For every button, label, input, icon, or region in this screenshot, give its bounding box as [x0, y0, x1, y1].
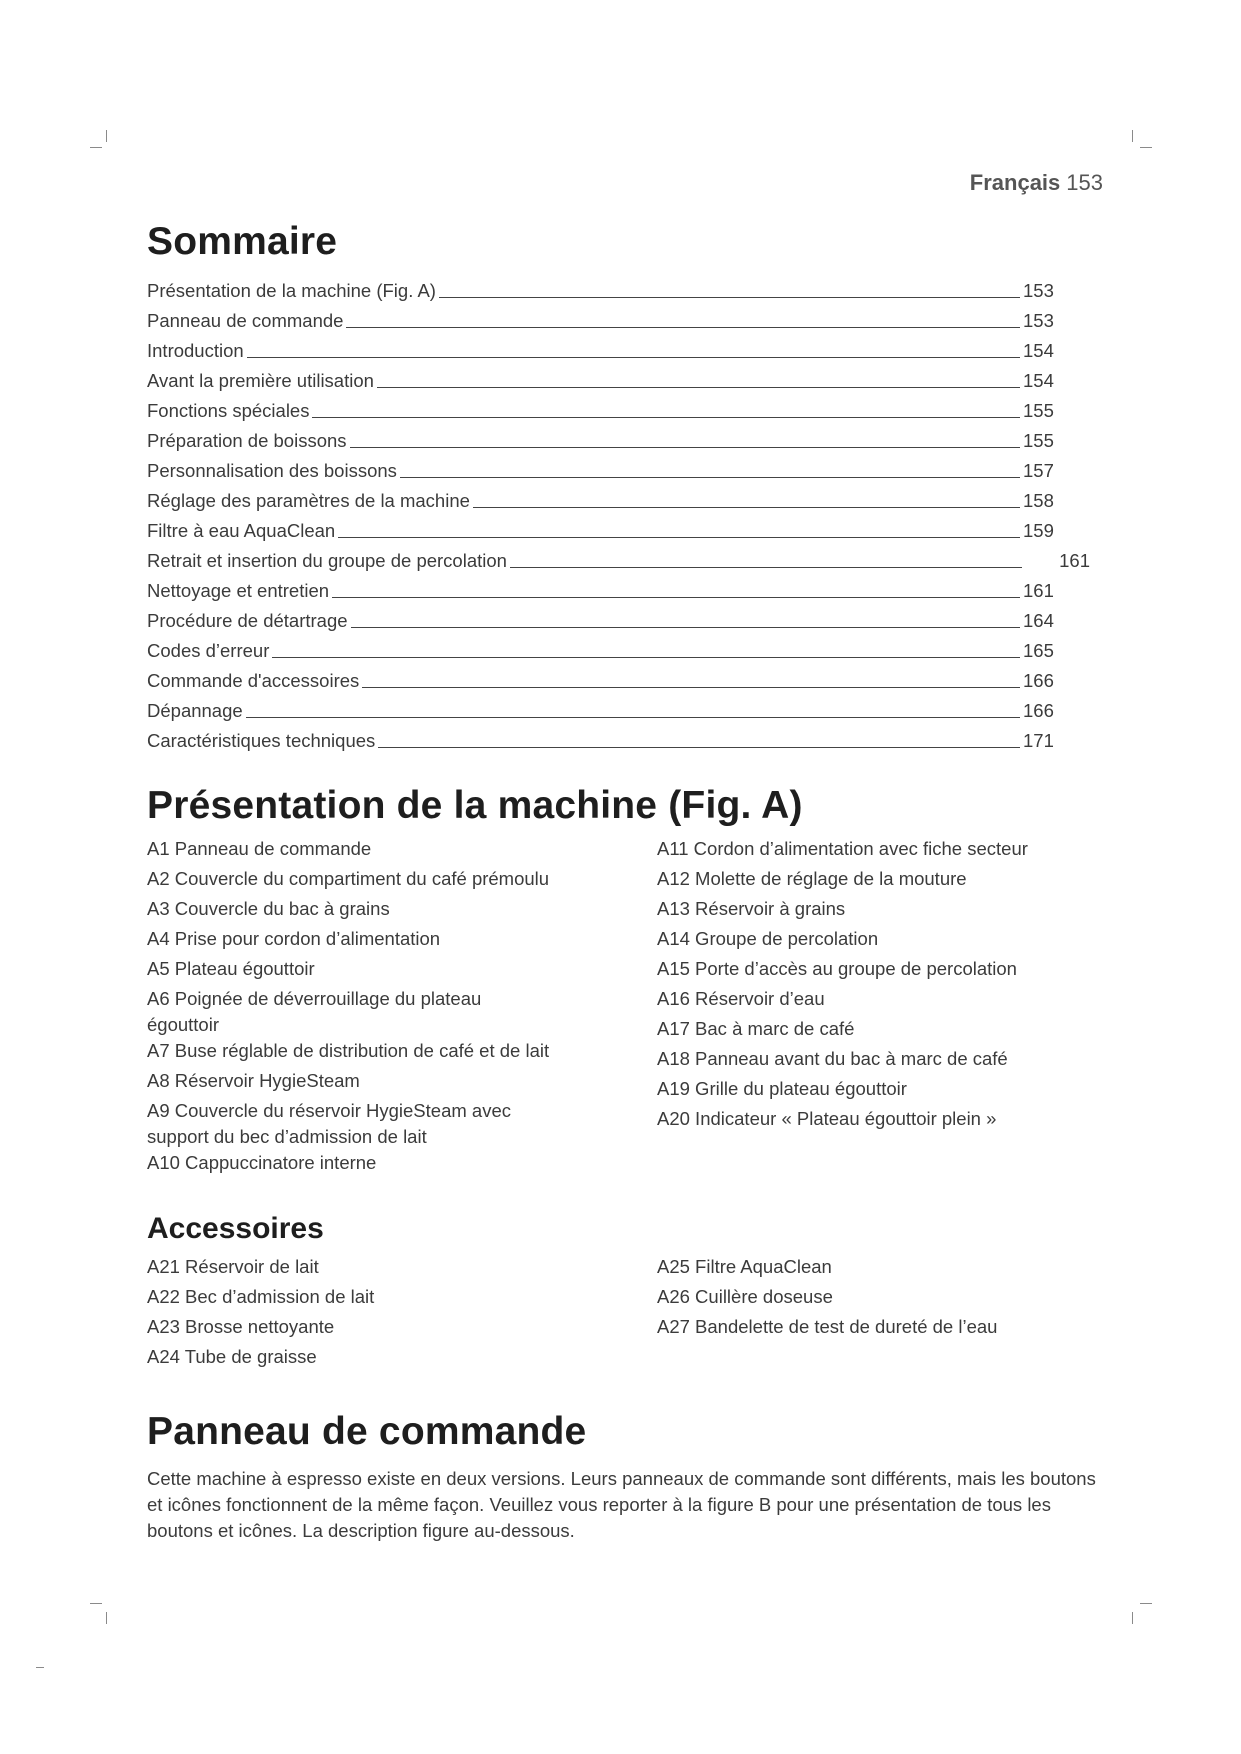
toc-entry[interactable]: [147, 602, 1060, 632]
part-item: A3 Couvercle du bac à grains: [147, 898, 390, 919]
toc-leader-line: [350, 447, 1020, 448]
toc-entry-page: 154: [1023, 370, 1054, 391]
part-item: A16 Réservoir d’eau: [657, 988, 825, 1009]
toc-leader-line: [473, 507, 1020, 508]
page-header: [970, 170, 1103, 196]
crop-mark: [90, 1603, 102, 1604]
toc-entry-page: 157: [1023, 460, 1054, 481]
crop-mark: [1132, 1612, 1133, 1624]
toc-entry-title: Réglage des paramètres de la machine: [147, 490, 470, 511]
part-item: A11 Cordon d’alimentation avec fiche secteur: [657, 838, 1028, 859]
part-item: A17 Bac à marc de café: [657, 1018, 855, 1039]
toc-entry-page: 165: [1023, 640, 1054, 661]
toc-entry[interactable]: [147, 452, 1060, 482]
toc-entry[interactable]: [147, 272, 1060, 302]
overview-right-column: [657, 836, 1087, 1180]
part-item: A6 Poignée de déverrouillage du plateau égouttoir: [147, 988, 482, 1035]
toc-leader-line: [510, 567, 1022, 568]
toc-entry-page: 155: [1023, 430, 1054, 451]
toc-entry-title: Filtre à eau AquaClean: [147, 520, 336, 541]
toc-entry-title: Fonctions spéciales: [147, 400, 310, 421]
toc-leader-line: [439, 297, 1020, 298]
part-item: A4 Prise pour cordon d’alimentation: [147, 928, 441, 949]
toc-entry[interactable]: [147, 632, 1060, 662]
overview-left-column: [147, 836, 657, 1180]
accessory-item: A24 Tube de graisse: [147, 1346, 317, 1367]
toc-entry[interactable]: [147, 512, 1060, 542]
toc-leader-line: [378, 747, 1020, 748]
toc-leader-line: [332, 597, 1020, 598]
toc-leader-line: [377, 387, 1020, 388]
accessories-left-column: [147, 1254, 657, 1374]
crop-mark: [1140, 1603, 1152, 1604]
toc-entry-title: Panneau de commande: [147, 310, 344, 331]
part-item: A12 Molette de réglage de la mouture: [657, 868, 967, 889]
control-panel-paragraph: Cette machine à espresso existe en deux versions. Leurs panneaux de commande sont différents, mais les boutons et icônes fonctionnent de la même façon. Veuillez vous reporter à la figure B pour une présentation de tous les boutons et icônes. La description figure au-dessous.: [147, 1468, 1096, 1541]
accessory-item: A22 Bec d’admission de lait: [147, 1286, 375, 1307]
toc-entry[interactable]: [147, 722, 1060, 752]
crop-mark: [106, 1612, 107, 1624]
toc-entry[interactable]: [147, 692, 1060, 722]
toc-entry-page: 171: [1023, 730, 1054, 751]
part-item: A2 Couvercle du compartiment du café prémoulu: [147, 868, 550, 889]
toc-entry[interactable]: [147, 302, 1060, 332]
accessory-item: A27 Bandelette de test de dureté de l’eau: [657, 1316, 998, 1337]
contents-title: Sommaire: [147, 220, 338, 263]
toc-entry[interactable]: [147, 662, 1060, 692]
accessories-right-column: [657, 1254, 1087, 1374]
crop-mark: [36, 1667, 44, 1668]
toc-entry[interactable]: [147, 542, 1090, 572]
toc-leader-line: [272, 657, 1020, 658]
part-item: A7 Buse réglable de distribution de café et de lait: [147, 1040, 550, 1061]
toc-entry-page: 159: [1023, 520, 1054, 541]
toc-entry[interactable]: [147, 392, 1060, 422]
toc-entry-title: Caractéristiques techniques: [147, 730, 376, 751]
toc-leader-line: [351, 627, 1020, 628]
part-item: A5 Plateau égouttoir: [147, 958, 315, 979]
toc-entry[interactable]: [147, 332, 1060, 362]
part-item: A9 Couvercle du réservoir HygieSteam avec support du bec d’admission de lait: [147, 1100, 511, 1147]
toc-entry-title: Procédure de détartrage: [147, 610, 348, 631]
part-item: A1 Panneau de commande: [147, 838, 372, 859]
toc-entry[interactable]: [147, 482, 1060, 512]
toc-entry-title: Avant la première utilisation: [147, 370, 374, 391]
part-item: A10 Cappuccinatore interne: [147, 1152, 377, 1173]
toc-entry-title: Préparation de boissons: [147, 430, 347, 451]
toc-leader-line: [362, 687, 1020, 688]
crop-mark: [90, 147, 102, 148]
toc-entry-page: 161: [1023, 580, 1054, 601]
part-item: A15 Porte d’accès au groupe de percolation: [657, 958, 1017, 979]
toc-entry-page: 158: [1023, 490, 1054, 511]
toc-entry[interactable]: [147, 362, 1060, 392]
toc-entry-page: 154: [1023, 340, 1054, 361]
toc-entry-page: 153: [1023, 280, 1054, 301]
accessories-title: Accessoires: [147, 1212, 324, 1245]
toc-entry-title: Commande d'accessoires: [147, 670, 360, 691]
part-item: A14 Groupe de percolation: [657, 928, 879, 949]
overview-title: Présentation de la machine (Fig. A): [147, 784, 803, 827]
accessory-item: A21 Réservoir de lait: [147, 1256, 319, 1277]
toc-entry-page: 161: [1059, 550, 1090, 571]
part-item: A13 Réservoir à grains: [657, 898, 846, 919]
page-number: 153: [1066, 170, 1103, 195]
toc-leader-line: [246, 717, 1020, 718]
toc-entry-page: 166: [1023, 700, 1054, 721]
crop-mark: [106, 130, 107, 142]
part-item: A19 Grille du plateau égouttoir: [657, 1078, 907, 1099]
toc-entry-title: Codes d’erreur: [147, 640, 270, 661]
accessories-list: [147, 1254, 1087, 1374]
toc-entry-title: Introduction: [147, 340, 244, 361]
accessory-item: A23 Brosse nettoyante: [147, 1316, 335, 1337]
toc-entry-title: Présentation de la machine (Fig. A): [147, 280, 436, 301]
toc-entry-page: 153: [1023, 310, 1054, 331]
toc-entry-title: Nettoyage et entretien: [147, 580, 330, 601]
header-language: Français: [969, 170, 1061, 195]
control-panel-title: Panneau de commande: [147, 1410, 587, 1453]
accessory-item: A25 Filtre AquaClean: [657, 1256, 832, 1277]
toc-leader-line: [247, 357, 1020, 358]
toc-entry-title: Dépannage: [147, 700, 243, 721]
toc-entry-page: 164: [1023, 610, 1054, 631]
toc-entry-page: 155: [1023, 400, 1054, 421]
toc-entry-title: Personnalisation des boissons: [147, 460, 397, 481]
toc-entry[interactable]: [147, 572, 1060, 602]
crop-mark: [1140, 147, 1152, 148]
toc-entry-title: Retrait et insertion du groupe de percolation: [147, 550, 507, 571]
overview-parts-list: [147, 836, 1087, 1180]
part-item: A20 Indicateur « Plateau égouttoir plein »: [657, 1108, 997, 1129]
table-of-contents: [147, 272, 1090, 752]
toc-entry[interactable]: [147, 422, 1060, 452]
toc-leader-line: [338, 537, 1020, 538]
toc-leader-line: [400, 477, 1020, 478]
toc-entry-page: 166: [1023, 670, 1054, 691]
toc-leader-line: [312, 417, 1020, 418]
accessory-item: A26 Cuillère doseuse: [657, 1286, 833, 1307]
toc-leader-line: [346, 327, 1020, 328]
crop-mark: [1132, 130, 1133, 142]
part-item: A8 Réservoir HygieSteam: [147, 1070, 360, 1091]
part-item: A18 Panneau avant du bac à marc de café: [657, 1048, 1008, 1069]
